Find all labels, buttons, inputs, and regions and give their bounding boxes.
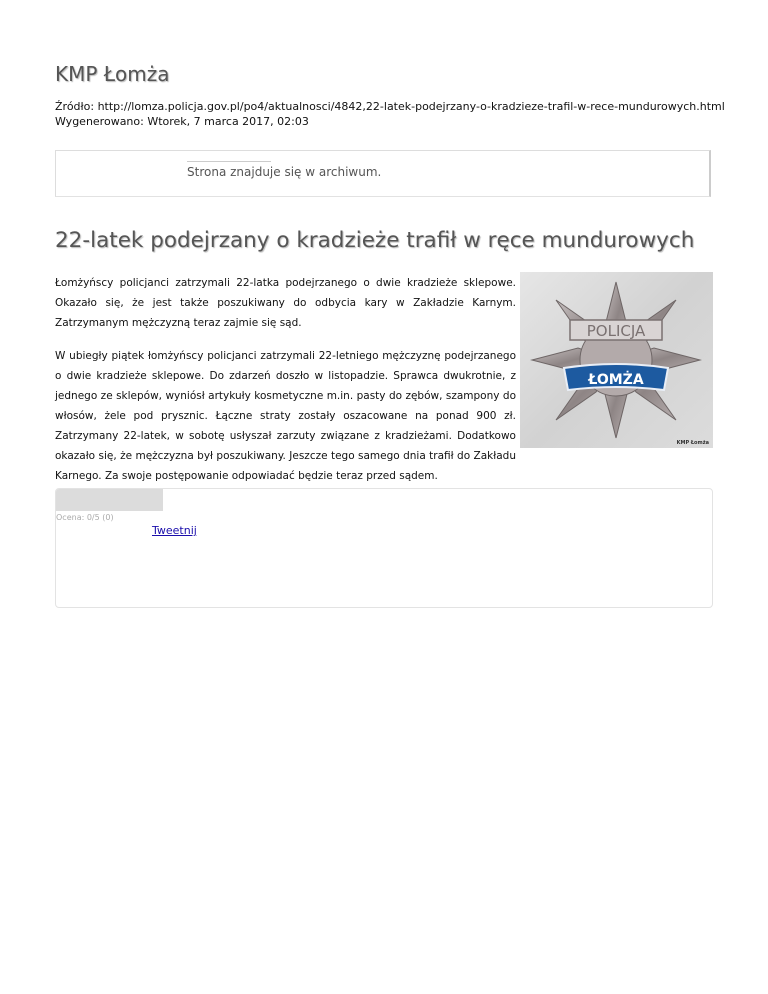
article-title: 22-latek podejrzany o kradzieże trafił w ręce mundurowych — [55, 228, 695, 253]
source-url: Źródło: http://lomza.policja.gov.pl/po4/aktualnosci/4842,22-latek-podejrzany-o-kradzieze-trafil-w-rece-mundurowych.html — [55, 100, 725, 113]
generated-date: Wygenerowano: Wtorek, 7 marca 2017, 02:03 — [55, 115, 309, 128]
site-title: KMP Łomża — [55, 62, 170, 86]
police-badge-image — [520, 272, 713, 448]
badge-bottom-text: ŁOMŻA — [588, 372, 644, 388]
article-paragraph: W ubiegły piątek łomżyńscy policjanci zatrzymali 22-letniego mężczyznę podejrzanego o dwie kradzieże sklepowe. Do zdarzeń doszło w listopadzie. Sprawca dwukrotnie, z jednego ze sklepów, wyniósł artykuły kosmetyczne m.in. pasty do zębów, szampony do włosów, żele pod prysznic. Łączne straty zostały oszacowane na ponad 900 zł. Zatrzymany 22-latek, w sobotę usłyszał zarzuty związane z kradzieżami. Dodatkowo okazało się, że mężczyzna był poszukiwany. Jeszcze tego samego dnia trafił do Zakładu Karnego. Za swoje postępowanie odpowiadać będzie teraz przed sądem. — [55, 350, 516, 482]
article-photo — [520, 272, 713, 448]
document-meta — [55, 99, 725, 129]
rating-box — [55, 488, 713, 608]
archive-divider — [187, 161, 271, 162]
archive-notice: Strona znajduje się w archiwum. — [187, 165, 382, 179]
badge-top-text: POLICJA — [586, 322, 646, 340]
article-lead: Łomżyńscy policjanci zatrzymali 22-latka podejrzanego o dwie kradzieże sklepowe. Okazało się, że jest także poszukiwany do odbycia kary w Zakładzie Karnym. Zatrzymanym mężczyzną teraz zajmie się sąd. — [55, 277, 516, 329]
photo-caption: KMP Łomża — [676, 440, 709, 446]
archive-notice-box — [55, 150, 711, 197]
rating-stars[interactable] — [56, 489, 163, 511]
rating-label: Ocena: 0/5 (0) — [56, 513, 114, 522]
article-body — [55, 273, 516, 499]
tweet-link[interactable]: Tweetnij — [152, 524, 197, 537]
